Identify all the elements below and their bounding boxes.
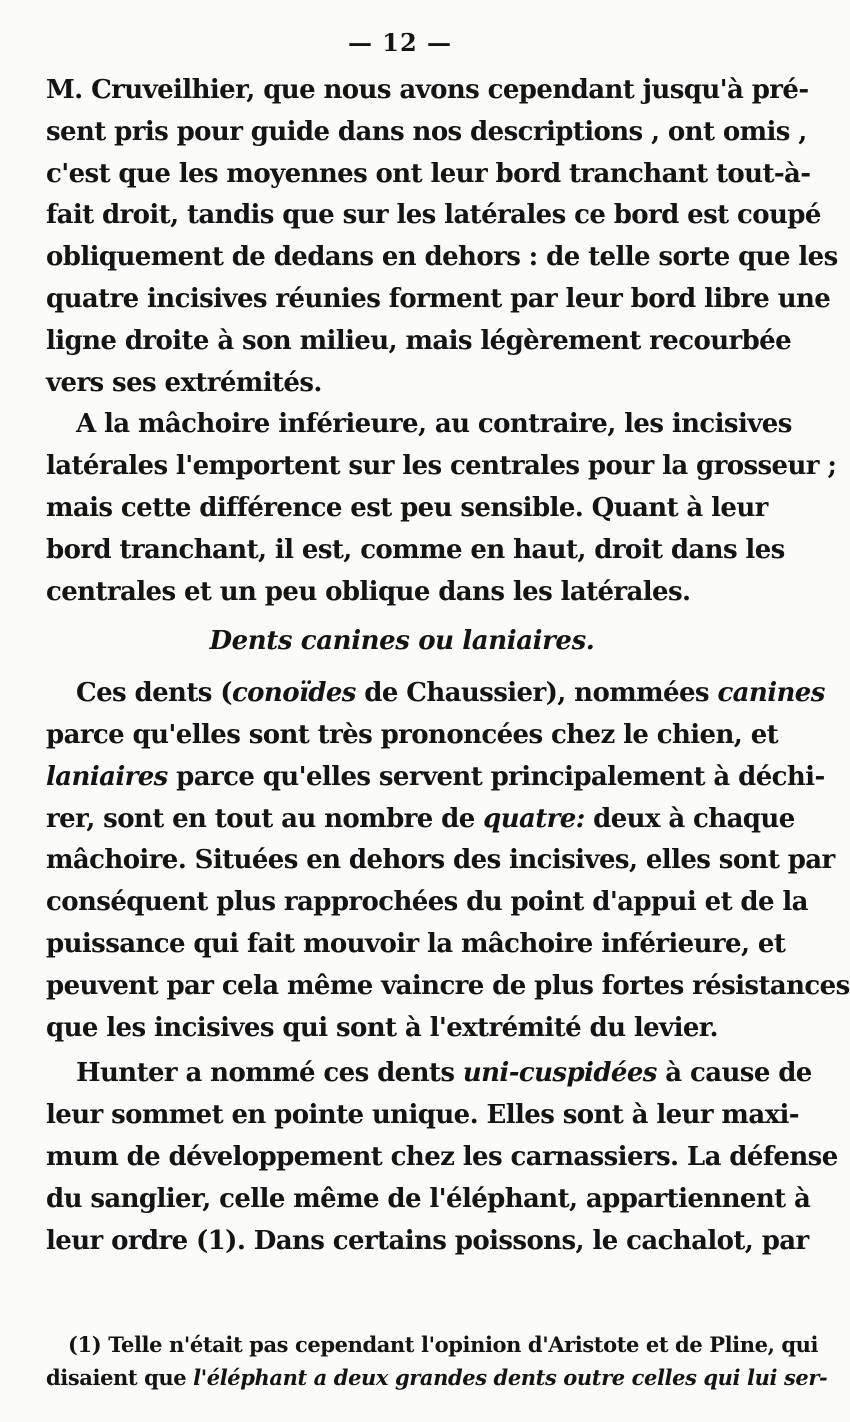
text-line: A la mâchoire inférieure, au contraire, les incisives xyxy=(76,409,792,440)
text-line xyxy=(46,757,825,799)
page-body xyxy=(46,70,850,1262)
text-run: deux à chaque xyxy=(584,803,795,834)
text-line: bord tranchant, il est, comme en haut, droit dans les xyxy=(46,534,785,565)
text-line: conséquent plus rapprochées du point d'appui et de la xyxy=(46,887,808,918)
text-run: disaient que xyxy=(46,1365,194,1390)
text-line: vers ses extrémités. xyxy=(46,367,322,398)
text-line: peuvent par cela même vaincre de plus fortes résistances xyxy=(46,970,850,1001)
section-heading: Dents canines ou laniaires. xyxy=(209,626,595,657)
text-line: obliquement de dedans en dehors : de telle sorte que les xyxy=(46,242,838,273)
text-line: mum de développement chez les carnassiers. La défense xyxy=(46,1141,838,1172)
text-line: parce qu'elles sont très prononcées chez le chien, et xyxy=(46,719,779,750)
text-line: M. Cruveilhier, que nous avons cependant jusqu'à pré- xyxy=(46,75,809,105)
text-line: que les incisives qui sont à l'extrémité du levier. xyxy=(46,1012,718,1043)
text-line: leur sommet en pointe unique. Elles sont à leur maxi- xyxy=(46,1100,799,1131)
italic-term: uni-cuspidées xyxy=(462,1058,657,1089)
text-run: de Chaussier), nommées xyxy=(355,678,718,709)
text-line: sent pris pour guide dans nos descriptions , ont omis , xyxy=(46,116,807,147)
italic-term: canines xyxy=(717,678,825,709)
text-line: puissance qui fait mouvoir la mâchoire inférieure, et xyxy=(46,928,786,959)
italic-term: conoïdes xyxy=(231,678,356,709)
text-run: rer, sont en tout au nombre de xyxy=(46,803,484,834)
text-line: du sanglier, celle même de l'éléphant, appartiennent à xyxy=(46,1183,811,1214)
text-line xyxy=(46,673,825,715)
footnote xyxy=(46,1328,828,1394)
page-number: — 12 — xyxy=(347,28,453,57)
text-line: c'est que les moyennes ont leur bord tranchant tout-à- xyxy=(46,158,811,189)
text-line: fait droit, tandis que sur les latérales ce bord est coupé xyxy=(46,200,821,231)
text-run: Ces dents ( xyxy=(76,678,232,709)
footnote-line xyxy=(46,1361,828,1394)
italic-term: quatre: xyxy=(483,803,585,834)
text-run: parce qu'elles servent principalement à déchi- xyxy=(167,761,825,792)
text-line: mâchoire. Situées en dehors des incisives, elles sont par xyxy=(46,845,835,876)
text-line: centrales et un peu oblique dans les latérales. xyxy=(46,576,691,607)
text-line: leur ordre (1). Dans certains poissons, le cachalot, par xyxy=(46,1225,809,1256)
text-run: Hunter a nommé ces dents xyxy=(76,1058,463,1089)
text-line: ligne droite à son milieu, mais légèrement recourbée xyxy=(46,325,792,356)
italic-quote: l'éléphant a deux grandes dents outre celles qui lui ser- xyxy=(193,1365,828,1390)
text-line: latérales l'emportent sur les centrales pour la grosseur ; xyxy=(46,451,837,482)
footnote-line: (1) Telle n'était pas cependant l'opinion d'Aristote et de Pline, qui xyxy=(68,1332,819,1357)
text-line: mais cette différence est peu sensible. Quant à leur xyxy=(46,492,768,523)
text-line xyxy=(46,799,795,841)
italic-term: laniaires xyxy=(46,761,168,792)
text-run: à cause de xyxy=(656,1058,812,1089)
text-line xyxy=(46,1053,812,1095)
text-line: quatre incisives réunies forment par leur bord libre une xyxy=(46,283,831,314)
